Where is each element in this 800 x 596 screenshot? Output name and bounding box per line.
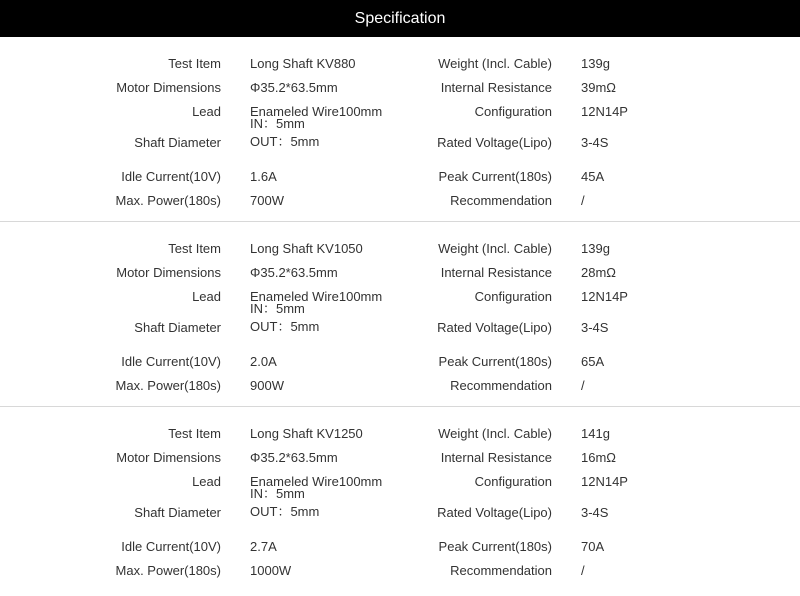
spec-value: 28mΩ	[581, 265, 617, 280]
spec-value: 1.6A	[250, 169, 277, 184]
spec-label: Shaft Diameter	[134, 505, 221, 520]
spec-label: Internal Resistance	[440, 450, 552, 465]
spec-label: Internal Resistance	[440, 80, 552, 95]
spec-value-line: OUT：5mm	[250, 134, 320, 149]
spec-value: Enameled Wire100mm	[250, 289, 383, 304]
spec-label: Configuration	[474, 474, 552, 489]
spec-label: Recommendation	[450, 563, 552, 578]
spec-label: Internal Resistance	[440, 265, 552, 280]
spec-value: Φ35.2*63.5mm	[250, 265, 338, 280]
spec-value: 70A	[581, 539, 605, 554]
page-title: Specification	[354, 9, 446, 27]
spec-label: Recommendation	[450, 378, 552, 393]
spec-value: 12N14P	[581, 104, 628, 119]
spec-value: 39mΩ	[581, 80, 617, 95]
spec-value: /	[581, 193, 585, 208]
spec-label: Weight (Incl. Cable)	[438, 426, 552, 441]
spec-value-line: IN：5mm	[250, 301, 305, 316]
spec-label: Idle Current(10V)	[121, 354, 221, 369]
spec-label: Motor Dimensions	[116, 450, 221, 465]
spec-value-multiline	[250, 300, 319, 336]
spec-label: Weight (Incl. Cable)	[438, 56, 552, 71]
spec-value: 3-4S	[581, 320, 609, 335]
spec-value: 900W	[250, 378, 284, 393]
spec-value-multiline	[250, 115, 319, 151]
spec-value: Enameled Wire100mm	[250, 474, 383, 489]
spec-value: 16mΩ	[581, 450, 617, 465]
spec-value: Φ35.2*63.5mm	[250, 450, 338, 465]
spec-value: 3-4S	[581, 135, 609, 150]
spec-label: Rated Voltage(Lipo)	[437, 135, 552, 150]
spec-value: Φ35.2*63.5mm	[250, 80, 338, 95]
spec-value-line: IN：5mm	[250, 486, 305, 501]
spec-label: Test Item	[168, 426, 221, 441]
spec-label: Max. Power(180s)	[115, 193, 221, 208]
spec-value: 45A	[581, 169, 605, 184]
spec-value: 2.7A	[250, 539, 277, 554]
spec-value-line: IN：5mm	[250, 116, 305, 131]
spec-value: 12N14P	[581, 289, 628, 304]
spec-value: Enameled Wire100mm	[250, 104, 383, 119]
spec-label: Lead	[192, 104, 221, 119]
spec-value: 2.0A	[250, 354, 277, 369]
spec-value: /	[581, 563, 585, 578]
spec-label: Motor Dimensions	[116, 265, 221, 280]
spec-value: /	[581, 378, 585, 393]
spec-label: Rated Voltage(Lipo)	[437, 320, 552, 335]
spec-value-line: OUT：5mm	[250, 504, 320, 519]
spec-value: 139g	[581, 56, 610, 71]
spec-sections	[0, 37, 800, 591]
spec-label: Shaft Diameter	[134, 320, 221, 335]
spec-header	[0, 0, 800, 37]
spec-label: Test Item	[168, 241, 221, 256]
spec-value: 12N14P	[581, 474, 628, 489]
spec-value: 3-4S	[581, 505, 609, 520]
spec-label: Configuration	[474, 104, 552, 119]
spec-label: Idle Current(10V)	[121, 169, 221, 184]
spec-value: 700W	[250, 193, 284, 208]
spec-value-line: OUT：5mm	[250, 319, 320, 334]
spec-value: Long Shaft KV1050	[250, 241, 363, 256]
spec-label: Max. Power(180s)	[115, 378, 221, 393]
spec-label: Idle Current(10V)	[121, 539, 221, 554]
spec-label: Lead	[192, 474, 221, 489]
spec-value: 139g	[581, 241, 610, 256]
spec-value: 65A	[581, 354, 605, 369]
spec-value: Long Shaft KV1250	[250, 426, 363, 441]
spec-label: Peak Current(180s)	[438, 354, 552, 369]
spec-label: Lead	[192, 289, 221, 304]
spec-value: 1000W	[250, 563, 292, 578]
spec-label: Weight (Incl. Cable)	[438, 241, 552, 256]
spec-label: Configuration	[474, 289, 552, 304]
spec-value: 141g	[581, 426, 610, 441]
spec-value-multiline	[250, 485, 319, 521]
spec-label: Shaft Diameter	[134, 135, 221, 150]
spec-label: Max. Power(180s)	[115, 563, 221, 578]
spec-section	[0, 37, 800, 221]
spec-value: Long Shaft KV880	[250, 56, 356, 71]
spec-label: Peak Current(180s)	[438, 169, 552, 184]
spec-label: Recommendation	[450, 193, 552, 208]
spec-section	[0, 407, 800, 591]
spec-label: Peak Current(180s)	[438, 539, 552, 554]
spec-label: Test Item	[168, 56, 221, 71]
spec-section	[0, 222, 800, 406]
spec-label: Rated Voltage(Lipo)	[437, 505, 552, 520]
spec-label: Motor Dimensions	[116, 80, 221, 95]
